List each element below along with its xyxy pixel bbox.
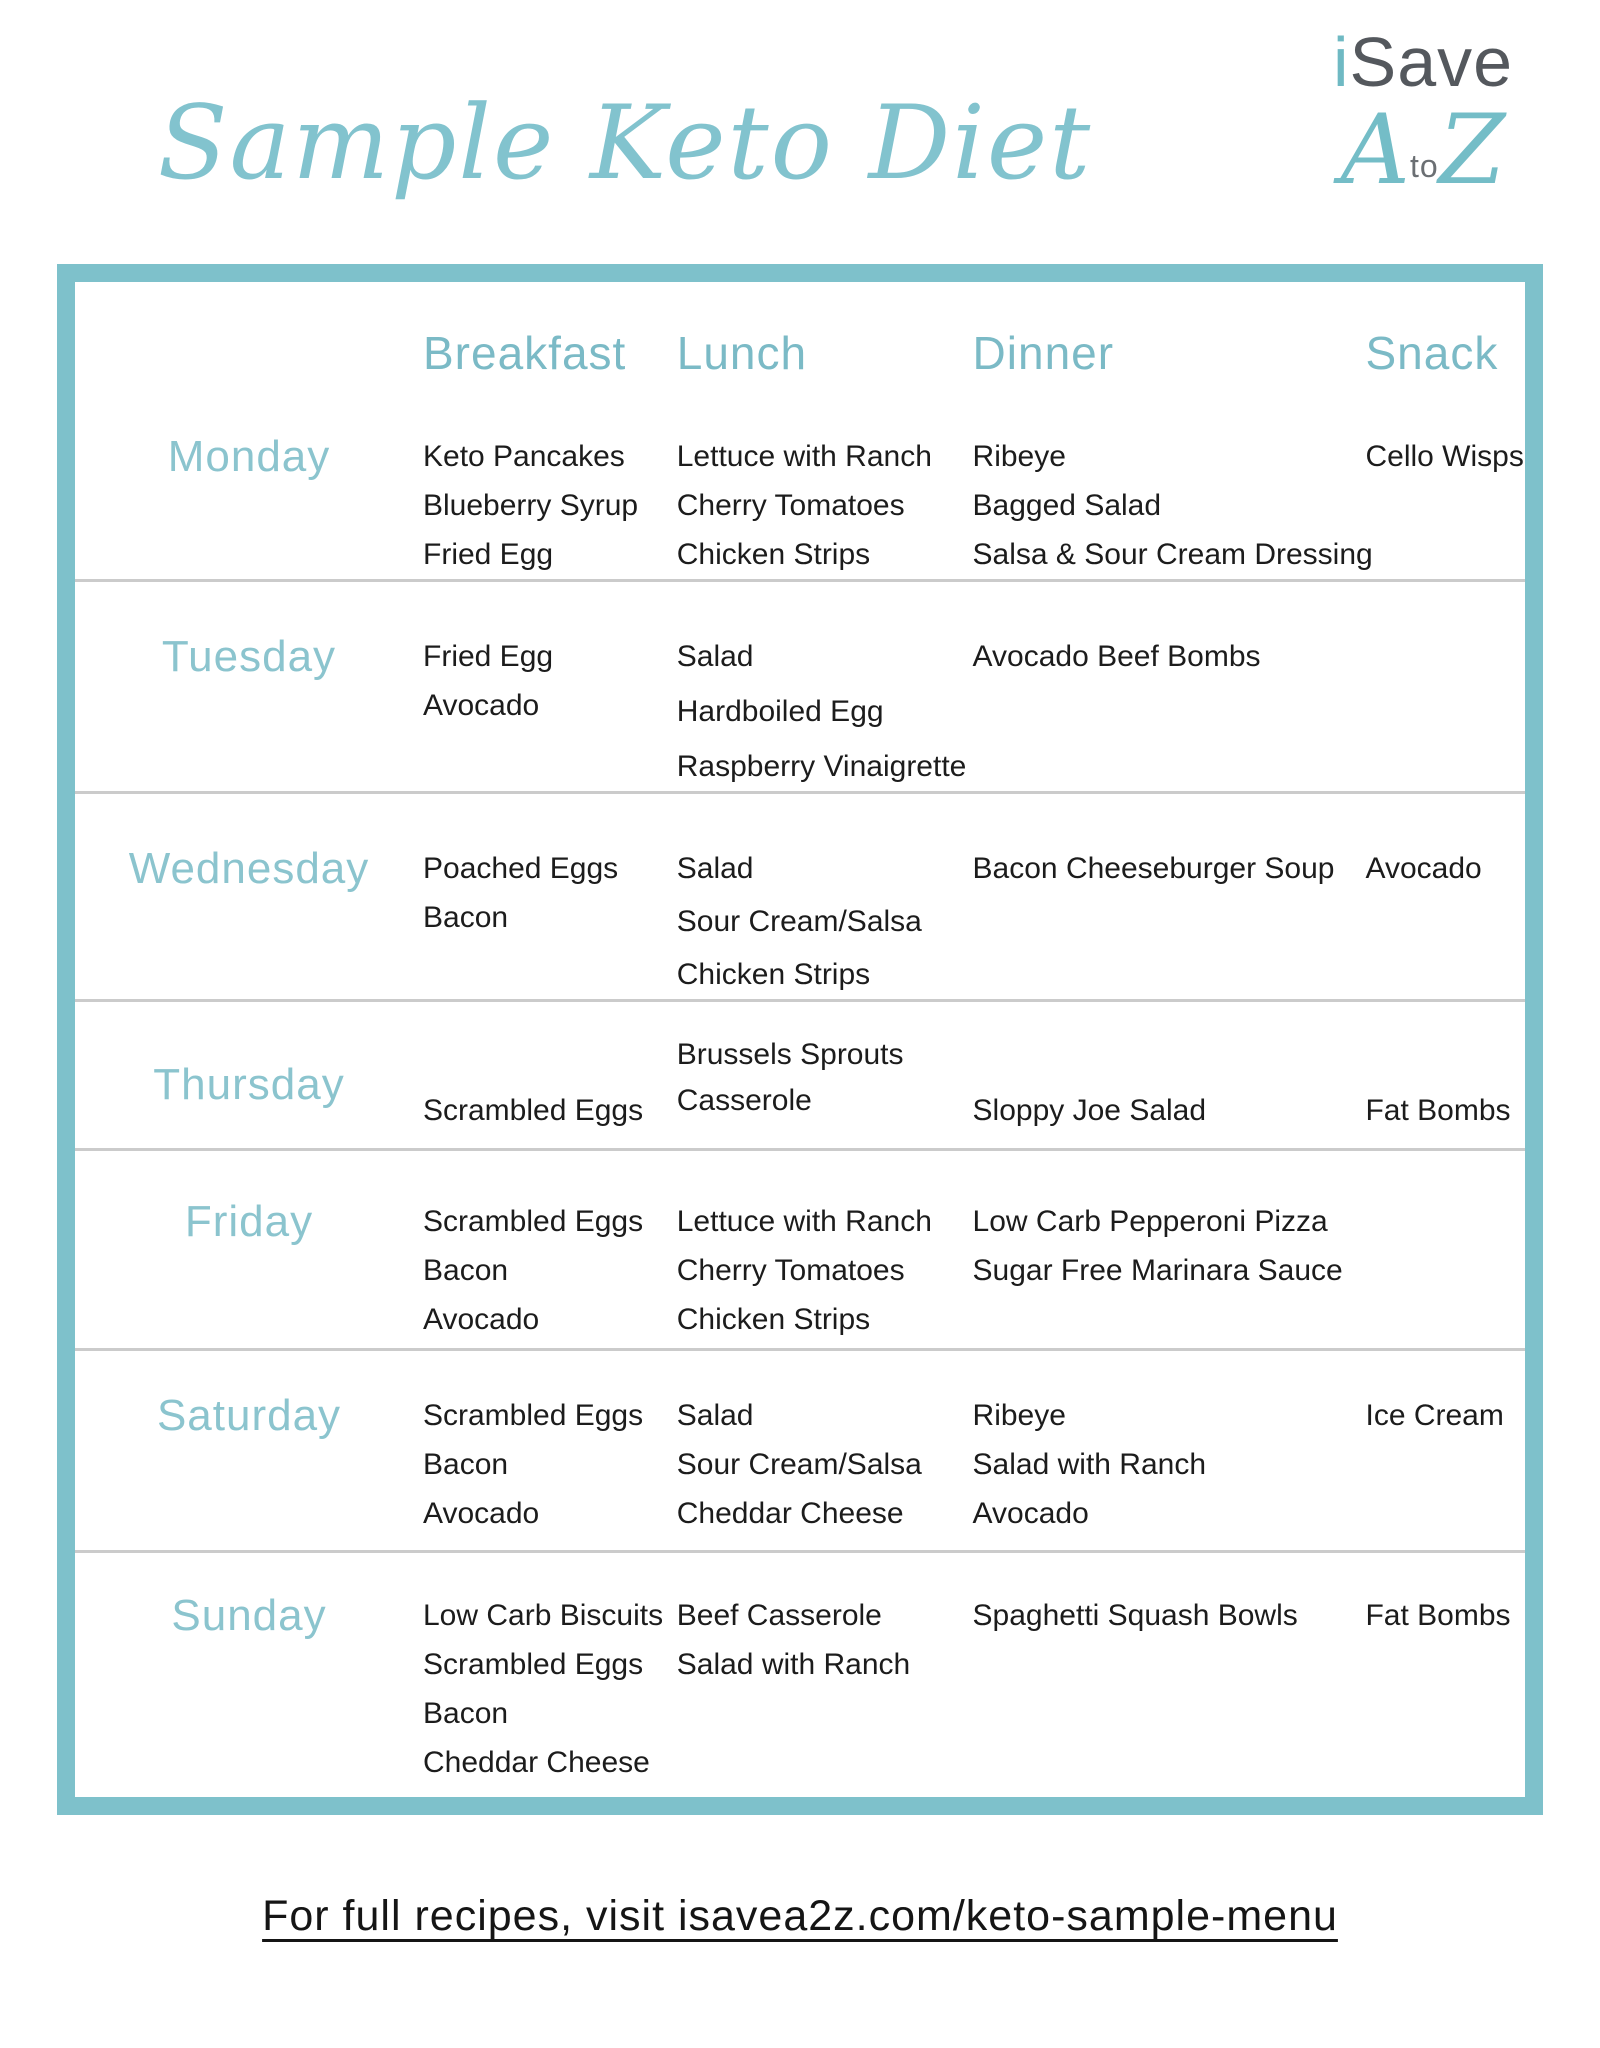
breakfast-cell <box>423 422 677 579</box>
meal-row-wednesday <box>75 794 1525 1002</box>
meal-item: Avocado Beef Bombs <box>972 640 1261 673</box>
meal-item: Salad <box>676 640 754 673</box>
meal-item: Low Carb Biscuits <box>423 1599 664 1632</box>
meal-item: Lettuce with Ranch <box>676 440 932 473</box>
logo-a-to-z-text <box>1288 93 1558 206</box>
meal-item: Avocado <box>423 1303 540 1336</box>
meal-item: Cherry Tomatoes <box>676 1254 905 1287</box>
lunch-cell <box>677 582 973 791</box>
snack-cell <box>1365 1351 1525 1550</box>
snack-cell <box>1365 1002 1525 1148</box>
meal-item: Keto Pancakes <box>423 440 625 473</box>
breakfast-cell <box>423 1351 677 1550</box>
meal-item: Fat Bombs <box>1365 1094 1511 1127</box>
column-header-dinner: Dinner <box>972 327 1115 379</box>
meal-item: Avocado <box>1365 852 1482 885</box>
meal-item: Fried Egg <box>423 640 554 673</box>
logo-a: A <box>1340 93 1410 206</box>
meal-item: Chicken Strips <box>676 538 871 571</box>
meal-item: Scrambled Eggs <box>423 1094 644 1127</box>
lunch-cell <box>677 794 973 999</box>
snack-cell <box>1365 582 1525 791</box>
meal-item: Spaghetti Squash Bowls <box>972 1599 1298 1632</box>
breakfast-cell <box>423 1553 677 1821</box>
logo-save: Save <box>1349 23 1514 101</box>
snack-cell <box>1365 422 1525 579</box>
logo-i: i <box>1332 23 1350 101</box>
meal-item: Poached Eggs <box>423 852 619 885</box>
meal-item: Bacon <box>423 1254 509 1287</box>
meal-item: Scrambled Eggs <box>423 1205 644 1238</box>
dinner-cell <box>972 422 1373 579</box>
meal-item: Salad <box>676 852 754 885</box>
day-label: Sunday <box>171 1591 327 1640</box>
meal-item: Blueberry Syrup <box>423 489 639 522</box>
breakfast-cell <box>423 794 677 999</box>
meal-item: Salsa & Sour Cream Dressing <box>972 538 1373 571</box>
column-header-snack: Snack <box>1365 327 1499 379</box>
meal-item: Salad with Ranch <box>972 1448 1207 1481</box>
meal-item: Chicken Strips <box>676 1303 871 1336</box>
dinner-cell <box>973 794 1366 999</box>
footer-recipes-link[interactable]: For full recipes, visit isavea2z.com/keto-sample-menu <box>262 1892 1338 1940</box>
meal-item: Cherry Tomatoes <box>676 489 905 522</box>
day-label: Tuesday <box>161 632 337 681</box>
snack-cell <box>1365 1151 1525 1348</box>
meal-item: Cheddar Cheese <box>423 1746 650 1779</box>
meal-item: Beef Casserole <box>676 1599 882 1632</box>
meal-item: Bagged Salad <box>972 489 1162 522</box>
table-header-row <box>75 282 1525 422</box>
meal-item: Fat Bombs <box>1365 1599 1511 1632</box>
meal-item: Bacon <box>423 901 509 934</box>
snack-cell <box>1365 1553 1525 1821</box>
meal-item: Bacon Cheeseburger Soup <box>972 852 1335 885</box>
lunch-cell <box>677 1151 973 1348</box>
meal-item: Scrambled Eggs <box>423 1648 644 1681</box>
meal-row-sunday <box>75 1553 1525 1821</box>
meal-item: Ribeye <box>972 1399 1066 1432</box>
meal-item: Salad with Ranch <box>676 1648 911 1681</box>
footer <box>0 1892 1600 1941</box>
meal-item: Low Carb Pepperoni Pizza <box>972 1205 1328 1238</box>
meal-item: Chicken Strips <box>676 958 871 991</box>
meal-item: Brussels Sprouts Casserole <box>676 1038 904 1117</box>
meal-item: Sour Cream/Salsa <box>676 905 922 938</box>
table-body <box>75 422 1525 1821</box>
meal-item: Fried Egg <box>423 538 554 571</box>
meal-item: Sour Cream/Salsa <box>676 1448 922 1481</box>
column-header-breakfast: Breakfast <box>423 327 627 379</box>
meal-item: Lettuce with Ranch <box>676 1205 932 1238</box>
meal-row-saturday <box>75 1351 1525 1553</box>
lunch-cell <box>677 1553 973 1821</box>
lunch-cell <box>677 422 973 579</box>
meal-item: Ribeye <box>972 440 1066 473</box>
meal-item: Cello Wisps <box>1365 440 1524 473</box>
dinner-cell <box>973 1351 1366 1550</box>
dinner-cell <box>973 582 1366 791</box>
meal-row-tuesday <box>75 582 1525 794</box>
meal-row-friday <box>75 1151 1525 1351</box>
logo-z: Z <box>1438 93 1506 206</box>
meal-item: Hardboiled Egg <box>676 695 884 728</box>
meal-item: Ice Cream <box>1365 1399 1504 1432</box>
meal-item: Salad <box>676 1399 754 1432</box>
meal-row-monday <box>75 422 1525 582</box>
lunch-cell <box>677 1351 973 1550</box>
meal-item: Sloppy Joe Salad <box>972 1094 1207 1127</box>
meal-item: Avocado <box>972 1497 1089 1530</box>
page-title: Sample Keto Diet <box>157 83 1093 203</box>
meal-item: Bacon <box>423 1448 509 1481</box>
column-header-day <box>75 282 423 422</box>
column-header-lunch: Lunch <box>676 327 808 379</box>
dinner-cell <box>973 1151 1366 1348</box>
day-label: Thursday <box>153 1060 345 1109</box>
day-label: Wednesday <box>128 844 370 893</box>
logo-isave-text <box>1288 23 1558 101</box>
dinner-cell <box>973 1553 1366 1821</box>
day-label: Saturday <box>156 1391 342 1440</box>
breakfast-cell <box>423 1151 677 1348</box>
meal-item: Sugar Free Marinara Sauce <box>972 1254 1343 1287</box>
dinner-cell <box>973 1002 1366 1148</box>
logo-to: to <box>1409 147 1439 184</box>
meal-plan-table <box>57 264 1543 1815</box>
meal-item: Avocado <box>423 689 540 722</box>
meal-item: Bacon <box>423 1697 509 1730</box>
snack-cell <box>1365 794 1525 999</box>
meal-row-thursday <box>75 1002 1525 1151</box>
breakfast-cell <box>423 1002 677 1148</box>
isave-a-to-z-logo <box>1288 23 1558 206</box>
day-label: Friday <box>184 1197 314 1246</box>
meal-item: Raspberry Vinaigrette <box>676 750 967 783</box>
meal-item: Scrambled Eggs <box>423 1399 644 1432</box>
meal-item: Cheddar Cheese <box>676 1497 904 1530</box>
day-label: Monday <box>167 432 331 481</box>
lunch-cell <box>677 1002 973 1148</box>
breakfast-cell <box>423 582 677 791</box>
meal-item: Avocado <box>423 1497 540 1530</box>
